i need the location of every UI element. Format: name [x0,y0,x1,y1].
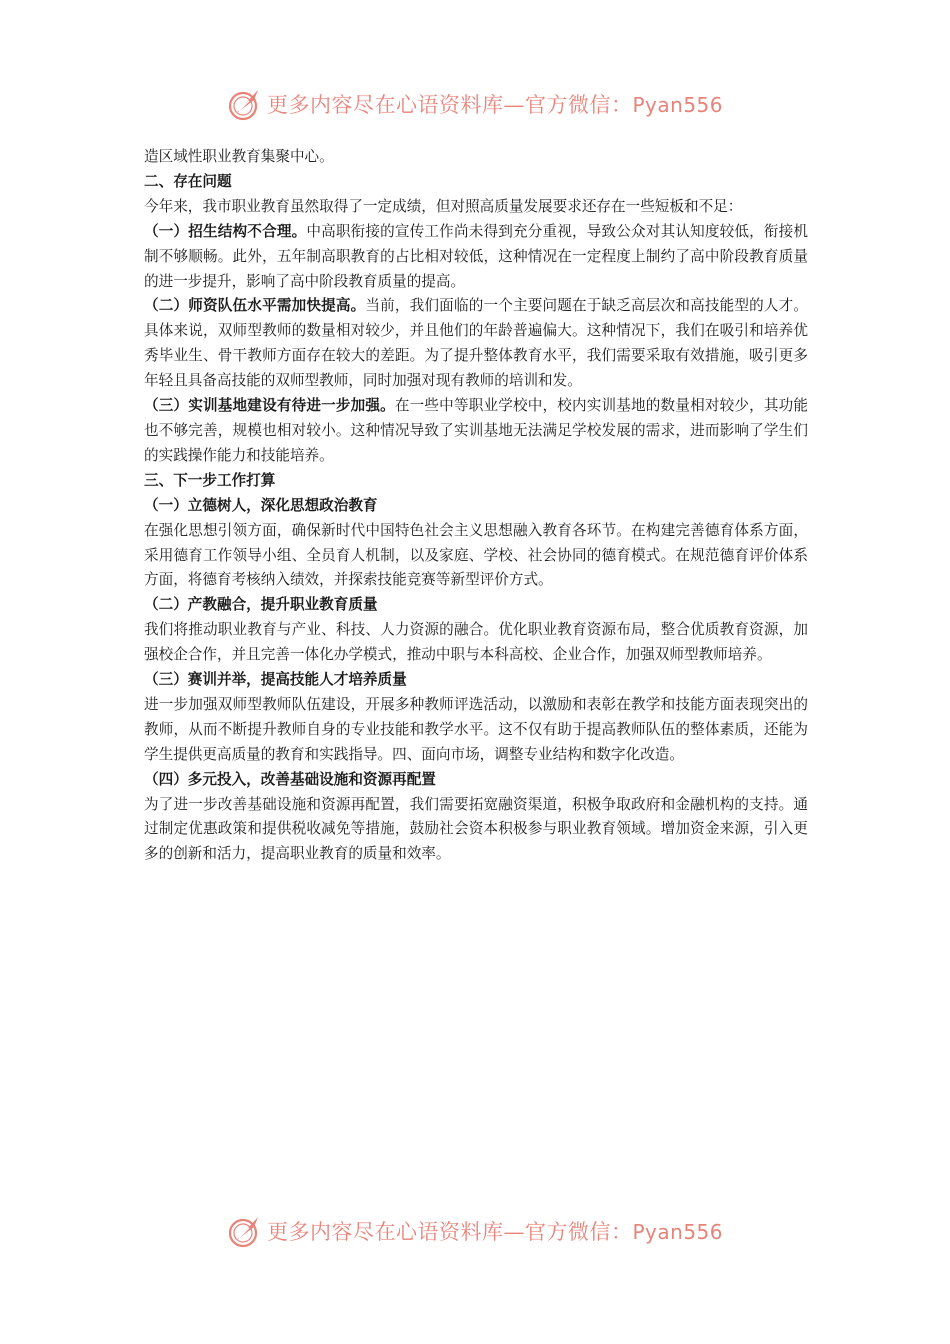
paragraph: 造区域性职业教育集聚中心。 [144,148,334,165]
paragraph: 为了进一步改善基础设施和资源再配置，我们需要拓宽融资渠道，积极争取政府和金融机构的支持。通过制定优惠政策和提供税收减免等措施，鼓励社会资本积极参与职业教育领域。增加资金来源，引入更多的创新和活力，提高职业教育的质量和效率。 [144,795,808,863]
subsection-heading: （三）赛训并举，提高技能人才培养质量 [144,671,407,689]
paragraph: 进一步加强双师型教师队伍建设，开展多种教师评选活动，以激励和表彰在教学和技能方面表现突出的教师，从而不断提升教师自身的专业技能和教学水平。这不仅有助于提高教师队伍的整体素质，还能为学生提供更高质量的教育和实践指导。四、面向市场，调整专业结构和数字化改造。 [144,695,808,763]
item-body: 当前，我们面临的一个主要问题在于缺乏高层次和高技能型的人才。具体来说，双师型教师的数量相对较少，并且他们的年龄普遍偏大。这种情况下，我们在吸引和培养优秀毕业生、骨干教师方面存在较大的差距。为了提升整体教育水平，我们需要采取有效措施，吸引更多年轻且具备高技能的双师型教师，同时加强对现有教师的培训和发。 [144,297,808,390]
item-heading: （二）师资队伍水平需加快提高。 [144,297,366,315]
subsection-heading: （二）产教融合，提升职业教育质量 [144,596,378,614]
subsection-heading: （四）多元投入，改善基础设施和资源再配置 [144,770,436,788]
footer-banner-text: 更多内容尽在心语资料库—官方微信： [266,1220,633,1244]
quill-logo-icon [227,86,263,122]
item-body: 在一些中等职业学校中，校内实训基地的数量相对较少，其功能也不够完善，规模也相对较小。这种情况导致了实训基地无法满足学校发展的需求，进而影响了学生们的实践操作能力和技能培养。 [144,397,808,464]
footer-wechat-id: Pyan556 [632,1220,723,1244]
paragraph [144,294,808,394]
quill-logo-icon [227,1213,263,1249]
paragraph: 我们将推动职业教育与产业、科技、人力资源的融合。优化职业教育资源布局，整合优质教育资源，加强校企合作，并且完善一体化办学模式，推动中职与本科高校、企业合作，加强双师型教师培养。 [144,621,808,664]
header-wechat-id: Pyan556 [632,93,723,117]
item-heading: （三）实训基地建设有待进一步加强。 [144,397,395,415]
paragraph: 今年来，我市职业教育虽然取得了一定成绩，但对照高质量发展要求还存在一些短板和不足： [144,197,743,215]
header-banner [0,84,950,124]
paragraph [144,394,808,469]
section-heading: 二、存在问题 [144,172,232,190]
subsection-heading: （一）立德树人，深化思想政治教育 [144,496,378,514]
paragraph [144,220,808,295]
paragraph: 在强化思想引领方面，确保新时代中国特色社会主义思想融入教育各环节。在构建完善德育体系方面，采用德育工作领导小组、全员育人机制，以及家庭、学校、社会协同的德育模式。在规范德育评价体系方面，将德育考核纳入绩效，并探索技能竞赛等新型评价方式。 [144,521,808,589]
item-body: 中高职衔接的宣传工作尚未得到充分重视，导致公众对其认知度较低，衔接机制不够顺畅。此外，五年制高职教育的占比相对较低，这种情况在一定程度上制约了高中阶段教育质量的进一步提升，影响了高中阶段教育质量的提高。 [144,222,808,290]
section-heading: 三、下一步工作打算 [144,471,276,489]
item-heading: （一）招生结构不合理。 [144,222,307,240]
header-banner-text: 更多内容尽在心语资料库—官方微信： [266,93,633,117]
document-body [144,145,808,867]
footer-banner [0,1211,950,1251]
